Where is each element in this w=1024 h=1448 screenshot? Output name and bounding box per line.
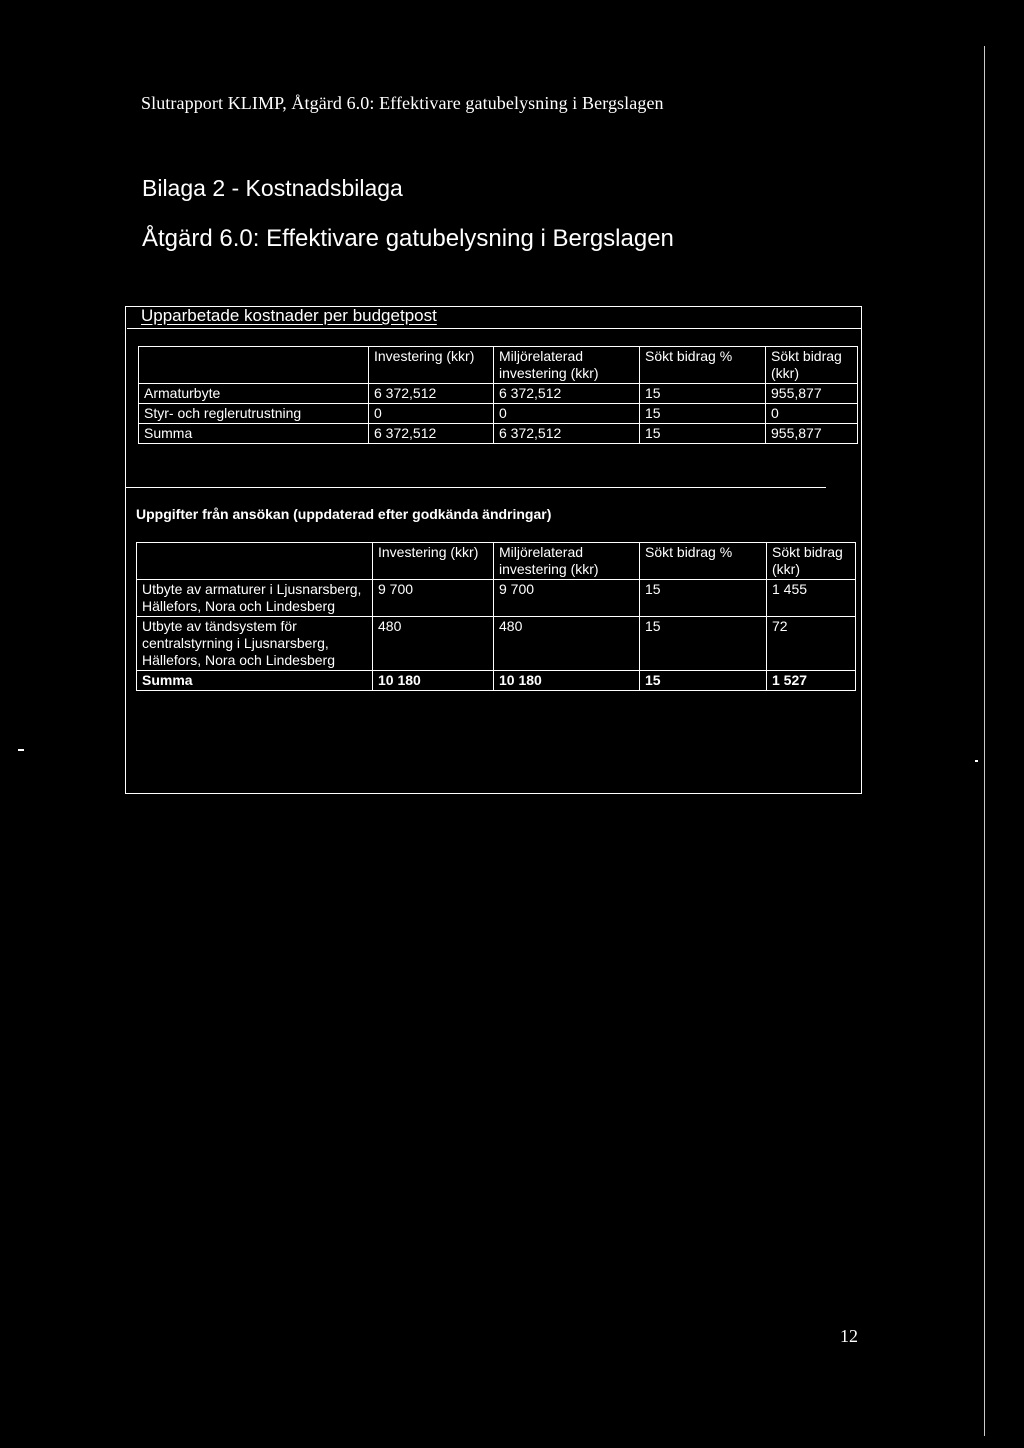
scan-edge-line [984,46,985,1436]
document-title: Bilaga 2 - Kostnadsbilaga [142,175,403,201]
scan-speck [975,760,978,762]
table-total-row [137,671,856,691]
document-subtitle: Åtgärd 6.0: Effektivare gatubelysning i Bergslagen [142,225,674,252]
column-header-environmental-investment: Miljörelaterad investering (kkr) [494,347,640,384]
row-label: Summa [139,424,369,444]
column-header-label [137,543,373,580]
table-header-row [139,347,858,384]
grant-amount-cell: 1 455 [767,580,856,617]
heading-divider [127,328,861,329]
environmental-investment-cell: 6 372,512 [494,424,640,444]
environmental-investment-cell: 6 372,512 [494,384,640,404]
column-header-investment: Investering (kkr) [369,347,494,384]
row-label: Utbyte av tändsystem för centralstyrning i Ljusnarsberg, Hällefors, Nora och Lindesberg [137,617,373,671]
running-header: Slutrapport KLIMP, Åtgärd 6.0: Effektivare gatubelysning i Bergslagen [141,93,664,113]
budget-section-heading: Upparbetade kostnader per budgetpost [141,306,437,325]
table-row [139,404,858,424]
investment-cell: 9 700 [373,580,494,617]
column-header-grant-percent: Sökt bidrag % [640,347,766,384]
investment-cell: 6 372,512 [369,384,494,404]
row-label: Summa [137,671,373,691]
grant-amount-cell: 955,877 [766,424,858,444]
column-header-investment: Investering (kkr) [373,543,494,580]
grant-percent-cell: 15 [640,404,766,424]
table-row [139,384,858,404]
investment-cell: 0 [369,404,494,424]
grant-percent-cell: 15 [640,617,767,671]
grant-amount-cell: 955,877 [766,384,858,404]
table-total-row [139,424,858,444]
investment-cell: 480 [373,617,494,671]
column-header-environmental-investment: Miljörelaterad investering (kkr) [494,543,640,580]
row-label: Armaturbyte [139,384,369,404]
grant-amount-cell: 1 527 [767,671,856,691]
grant-percent-cell: 15 [640,384,766,404]
column-header-grant-amount: Sökt bidrag (kkr) [767,543,856,580]
column-header-label [139,347,369,384]
page-number: 12 [840,1326,858,1346]
column-header-grant-amount: Sökt bidrag (kkr) [766,347,858,384]
table-row [137,617,856,671]
section-divider [126,487,826,488]
investment-cell: 6 372,512 [369,424,494,444]
investment-cell: 10 180 [373,671,494,691]
column-header-grant-percent: Sökt bidrag % [640,543,767,580]
grant-percent-cell: 15 [640,580,767,617]
environmental-investment-cell: 480 [494,617,640,671]
environmental-investment-cell: 9 700 [494,580,640,617]
environmental-investment-cell: 0 [494,404,640,424]
grant-amount-cell: 0 [766,404,858,424]
grant-percent-cell: 15 [640,424,766,444]
application-cost-table [136,542,856,691]
grant-percent-cell: 15 [640,671,767,691]
budget-cost-table [138,346,858,444]
scan-speck [18,749,24,751]
grant-amount-cell: 72 [767,617,856,671]
application-section-heading: Uppgifter från ansökan (uppdaterad efter godkända ändringar) [136,506,552,522]
environmental-investment-cell: 10 180 [494,671,640,691]
row-label: Styr- och reglerutrustning [139,404,369,424]
table-row [137,580,856,617]
row-label: Utbyte av armaturer i Ljusnarsberg, Hällefors, Nora och Lindesberg [137,580,373,617]
table-header-row [137,543,856,580]
